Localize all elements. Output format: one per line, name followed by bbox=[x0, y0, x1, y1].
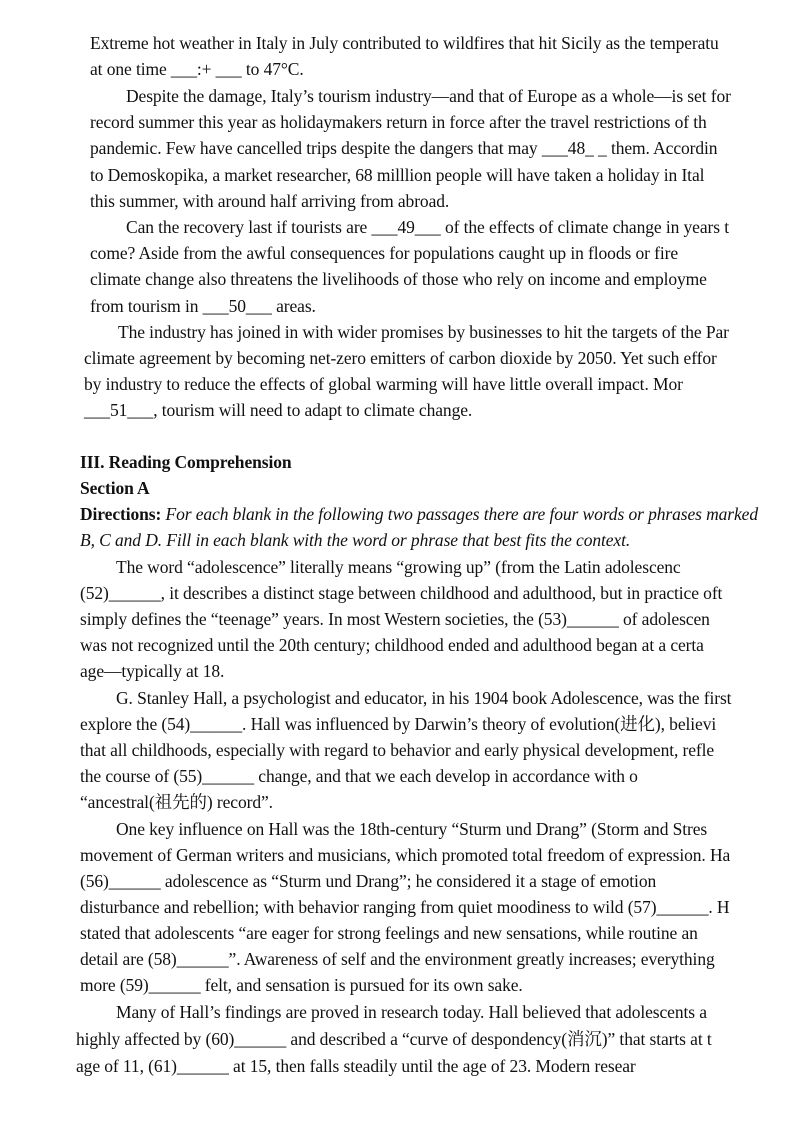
text-line: from tourism in ___50___ areas. bbox=[90, 296, 316, 316]
section-heading: III. Reading Comprehension bbox=[80, 452, 292, 472]
section-subheading: Section A bbox=[80, 478, 150, 498]
text-line: (56)______ adolescence as “Sturm und Drang”; he considered it a stage of emotion bbox=[80, 871, 657, 891]
text-line: Extreme hot weather in Italy in July contributed to wildfires that hit Sicily as the temperatu bbox=[90, 33, 719, 53]
text-line: come? Aside from the awful consequences for populations caught up in floods or fire bbox=[90, 243, 678, 263]
text-line: explore the (54)______. Hall was influenced by Darwin’s theory of evolution(进化), believi bbox=[80, 714, 717, 734]
text-line: (52)______, it describes a distinct stage between childhood and adulthood, but in practice oft bbox=[80, 583, 723, 603]
text-line: Can the recovery last if tourists are ___49___ of the effects of climate change in years t bbox=[126, 217, 729, 237]
text-line: G. Stanley Hall, a psychologist and educator, in his 1904 book Adolescence, was the first bbox=[116, 688, 732, 708]
text-line: climate agreement by becoming net-zero emitters of carbon dioxide by 2050. Yet such effor bbox=[84, 348, 717, 368]
directions-line: B, C and D. Fill in each blank with the word or phrase that best fits the context. bbox=[80, 530, 631, 550]
text-line: at one time ___:+ ___ to 47°C. bbox=[90, 59, 304, 79]
directions-text: For each blank in the following two passages there are four words or phrases marked bbox=[161, 504, 758, 524]
text-line: by industry to reduce the effects of global warming will have little overall impact. Mor bbox=[84, 374, 683, 394]
text-line: climate change also threatens the livelihoods of those who rely on income and employme bbox=[90, 269, 707, 289]
directions-label: Directions: bbox=[80, 504, 162, 524]
text-line: more (59)______ felt, and sensation is pursued for its own sake. bbox=[80, 975, 523, 995]
text-line: age of 11, (61)______ at 15, then falls steadily until the age of 23. Modern resear bbox=[76, 1056, 636, 1076]
text-line: record summer this year as holidaymakers return in force after the travel restrictions of th bbox=[90, 112, 707, 132]
text-line: “ancestral(祖先的) record”. bbox=[80, 792, 273, 812]
text-line: movement of German writers and musicians, which promoted total freedom of expression. Ha bbox=[80, 845, 731, 865]
text-line: pandemic. Few have cancelled trips despite the dangers that may ___48_ _ them. Accordin bbox=[90, 138, 718, 158]
text-line: The word “adolescence” literally means “growing up” (from the Latin adolescenc bbox=[116, 557, 681, 577]
text-line: ___51___, tourism will need to adapt to climate change. bbox=[84, 400, 473, 420]
text-line: disturbance and rebellion; with behavior ranging from quiet moodiness to wild (57)______. H bbox=[80, 897, 730, 917]
text-line: the course of (55)______ change, and that we each develop in accordance with o bbox=[80, 766, 638, 786]
text-line: that all childhoods, especially with regard to behavior and early physical development, refle bbox=[80, 740, 715, 760]
text-line: stated that adolescents “are eager for strong feelings and new sensations, while routine an bbox=[80, 923, 698, 943]
text-line: was not recognized until the 20th century; childhood ended and adulthood began at a certa bbox=[80, 635, 704, 655]
text-line: to Demoskopika, a market researcher, 68 milllion people will have taken a holiday in Ital bbox=[90, 165, 705, 185]
text-line: simply defines the “teenage” years. In most Western societies, the (53)______ of adolescen bbox=[80, 609, 710, 629]
text-line: highly affected by (60)______ and described a “curve of despondency(消沉)” that starts at t bbox=[76, 1029, 712, 1049]
text-line: Despite the damage, Italy’s tourism industry—and that of Europe as a whole—is set for bbox=[126, 86, 731, 106]
text-line: Many of Hall’s findings are proved in research today. Hall believed that adolescents a bbox=[116, 1002, 707, 1022]
text-line: detail are (58)______”. Awareness of self and the environment greatly increases; everything bbox=[80, 949, 715, 969]
text-line: The industry has joined in with wider promises by businesses to hit the targets of the Par bbox=[118, 322, 729, 342]
text-line: age—typically at 18. bbox=[80, 661, 225, 681]
text-line: this summer, with around half arriving from abroad. bbox=[90, 191, 450, 211]
directions-line bbox=[0, 502, 800, 526]
text-line: One key influence on Hall was the 18th-century “Sturm und Drang” (Storm and Stres bbox=[116, 819, 708, 839]
